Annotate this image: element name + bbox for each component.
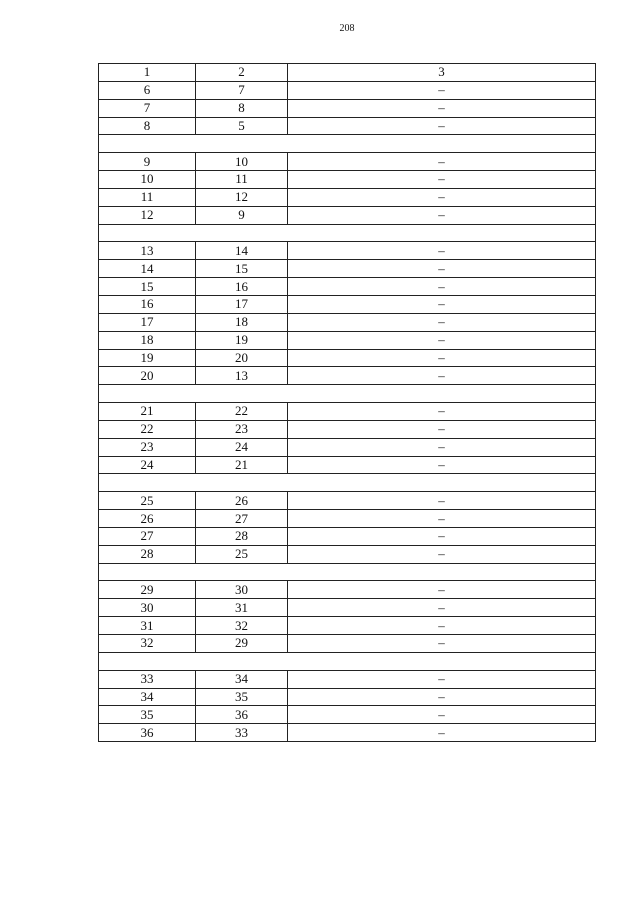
group-separator-cell [99,135,596,153]
table-cell-col-1: 13 [99,242,196,260]
table-cell-col-3: – [288,438,596,456]
table-cell-col-2: 27 [196,510,288,528]
table-cell-col-1: 22 [99,420,196,438]
table-cell-col-3: – [288,724,596,742]
table-cell-col-3: – [288,153,596,171]
table-row [99,724,596,742]
table-row [99,670,596,688]
table-cell-col-1: 9 [99,153,196,171]
table-cell-col-3: – [288,527,596,545]
table-cell-col-1: 20 [99,367,196,385]
table-cell-col-2: 10 [196,153,288,171]
table-cell-col-3: – [288,260,596,278]
table-cell-col-2: 13 [196,367,288,385]
table-cell-col-3: – [288,349,596,367]
table-cell-col-3: – [288,242,596,260]
table-row [99,81,596,99]
table-row [99,278,596,296]
table-row [99,581,596,599]
table-cell-col-2: 12 [196,188,288,206]
table-cell-col-1: 7 [99,99,196,117]
table-cell-col-2: 11 [196,171,288,189]
table-cell-col-1: 18 [99,331,196,349]
table-cell-col-3: – [288,188,596,206]
table-cell-col-3: – [288,171,596,189]
table-cell-col-3: – [288,206,596,224]
table-row [99,206,596,224]
table-row [99,188,596,206]
table-cell-col-1: 35 [99,706,196,724]
table-cell-col-3: – [288,81,596,99]
table-cell-col-3: – [288,581,596,599]
table-cell-col-1: 19 [99,349,196,367]
table-row [99,456,596,474]
group-separator-row [99,652,596,670]
table-cell-col-3: – [288,99,596,117]
table-cell-col-1: 25 [99,492,196,510]
table-cell-col-1: 29 [99,581,196,599]
group-separator-row [99,563,596,581]
table-row [99,492,596,510]
table-row [99,527,596,545]
table-cell-col-1: 15 [99,278,196,296]
table-row [99,706,596,724]
table-cell-col-1: 23 [99,438,196,456]
table-cell-col-2: 19 [196,331,288,349]
group-separator-cell [99,224,596,242]
table-row [99,438,596,456]
table-cell-col-2: 8 [196,99,288,117]
table-cell-col-2: 25 [196,545,288,563]
table-cell-col-2: 31 [196,599,288,617]
group-separator-row [99,474,596,492]
table-cell-col-3: – [288,670,596,688]
table-cell-col-3: – [288,706,596,724]
table-cell-col-2: 36 [196,706,288,724]
table-cell-col-1: 11 [99,188,196,206]
table-cell-col-2: 33 [196,724,288,742]
table-cell-col-1: 21 [99,403,196,421]
table-cell-col-3: – [288,492,596,510]
group-separator-row [99,135,596,153]
table-row [99,617,596,635]
table-cell-col-2: 7 [196,81,288,99]
table-cell-col-3: – [288,403,596,421]
table-cell-col-1: 14 [99,260,196,278]
table-cell-col-2: 26 [196,492,288,510]
table-cell-col-3: – [288,599,596,617]
group-separator-cell [99,652,596,670]
group-separator-cell [99,385,596,403]
table-row [99,510,596,528]
table-cell-col-1: 16 [99,295,196,313]
table-cell-col-3: – [288,295,596,313]
table-cell-col-3: – [288,331,596,349]
table-cell-col-1: 12 [99,206,196,224]
table-cell-col-3: – [288,313,596,331]
table-cell-col-1: 6 [99,81,196,99]
table-cell-col-3: – [288,635,596,653]
table-cell-col-1: 17 [99,313,196,331]
group-separator-row [99,385,596,403]
table-cell-col-2: 18 [196,313,288,331]
table-body [99,64,596,742]
table-row [99,403,596,421]
table-cell-col-2: 5 [196,117,288,135]
table-cell-col-1: 32 [99,635,196,653]
table-cell-col-2: 22 [196,403,288,421]
table-cell-col-2: 32 [196,617,288,635]
table-cell-col-3: – [288,617,596,635]
group-separator-cell [99,474,596,492]
table-row [99,545,596,563]
column-header-3: 3 [288,64,596,82]
table-cell-col-3: – [288,117,596,135]
table-row [99,420,596,438]
table-row [99,599,596,617]
table-cell-col-2: 34 [196,670,288,688]
table-cell-col-3: – [288,688,596,706]
table-cell-col-1: 31 [99,617,196,635]
table-cell-col-3: – [288,456,596,474]
table-header-row [99,64,596,82]
table-row [99,367,596,385]
column-header-2: 2 [196,64,288,82]
table-row [99,171,596,189]
table-cell-col-2: 9 [196,206,288,224]
table-cell-col-3: – [288,367,596,385]
table-cell-col-3: – [288,278,596,296]
table-row [99,260,596,278]
table-cell-col-1: 27 [99,527,196,545]
table-cell-col-1: 33 [99,670,196,688]
table-cell-col-2: 35 [196,688,288,706]
table-row [99,331,596,349]
table-cell-col-1: 8 [99,117,196,135]
table-cell-col-3: – [288,420,596,438]
table-cell-col-2: 21 [196,456,288,474]
table-row [99,349,596,367]
table-cell-col-1: 28 [99,545,196,563]
table-row [99,242,596,260]
table-row [99,153,596,171]
table-cell-col-2: 14 [196,242,288,260]
table-row [99,117,596,135]
table-row [99,99,596,117]
table-cell-col-2: 28 [196,527,288,545]
table-cell-col-1: 34 [99,688,196,706]
table-cell-col-2: 29 [196,635,288,653]
table-cell-col-2: 30 [196,581,288,599]
group-separator-row [99,224,596,242]
table-cell-col-1: 30 [99,599,196,617]
table-cell-col-2: 20 [196,349,288,367]
table-row [99,313,596,331]
table-cell-col-2: 24 [196,438,288,456]
table-row [99,635,596,653]
table-row [99,295,596,313]
data-table [98,63,596,742]
table-cell-col-2: 23 [196,420,288,438]
column-header-1: 1 [99,64,196,82]
table-cell-col-2: 15 [196,260,288,278]
table-row [99,688,596,706]
table-cell-col-1: 26 [99,510,196,528]
table-cell-col-1: 24 [99,456,196,474]
table-cell-col-3: – [288,510,596,528]
table-cell-col-3: – [288,545,596,563]
table-cell-col-2: 17 [196,295,288,313]
page-number: 208 [339,23,355,34]
table-cell-col-1: 36 [99,724,196,742]
table-cell-col-2: 16 [196,278,288,296]
table-cell-col-1: 10 [99,171,196,189]
group-separator-cell [99,563,596,581]
